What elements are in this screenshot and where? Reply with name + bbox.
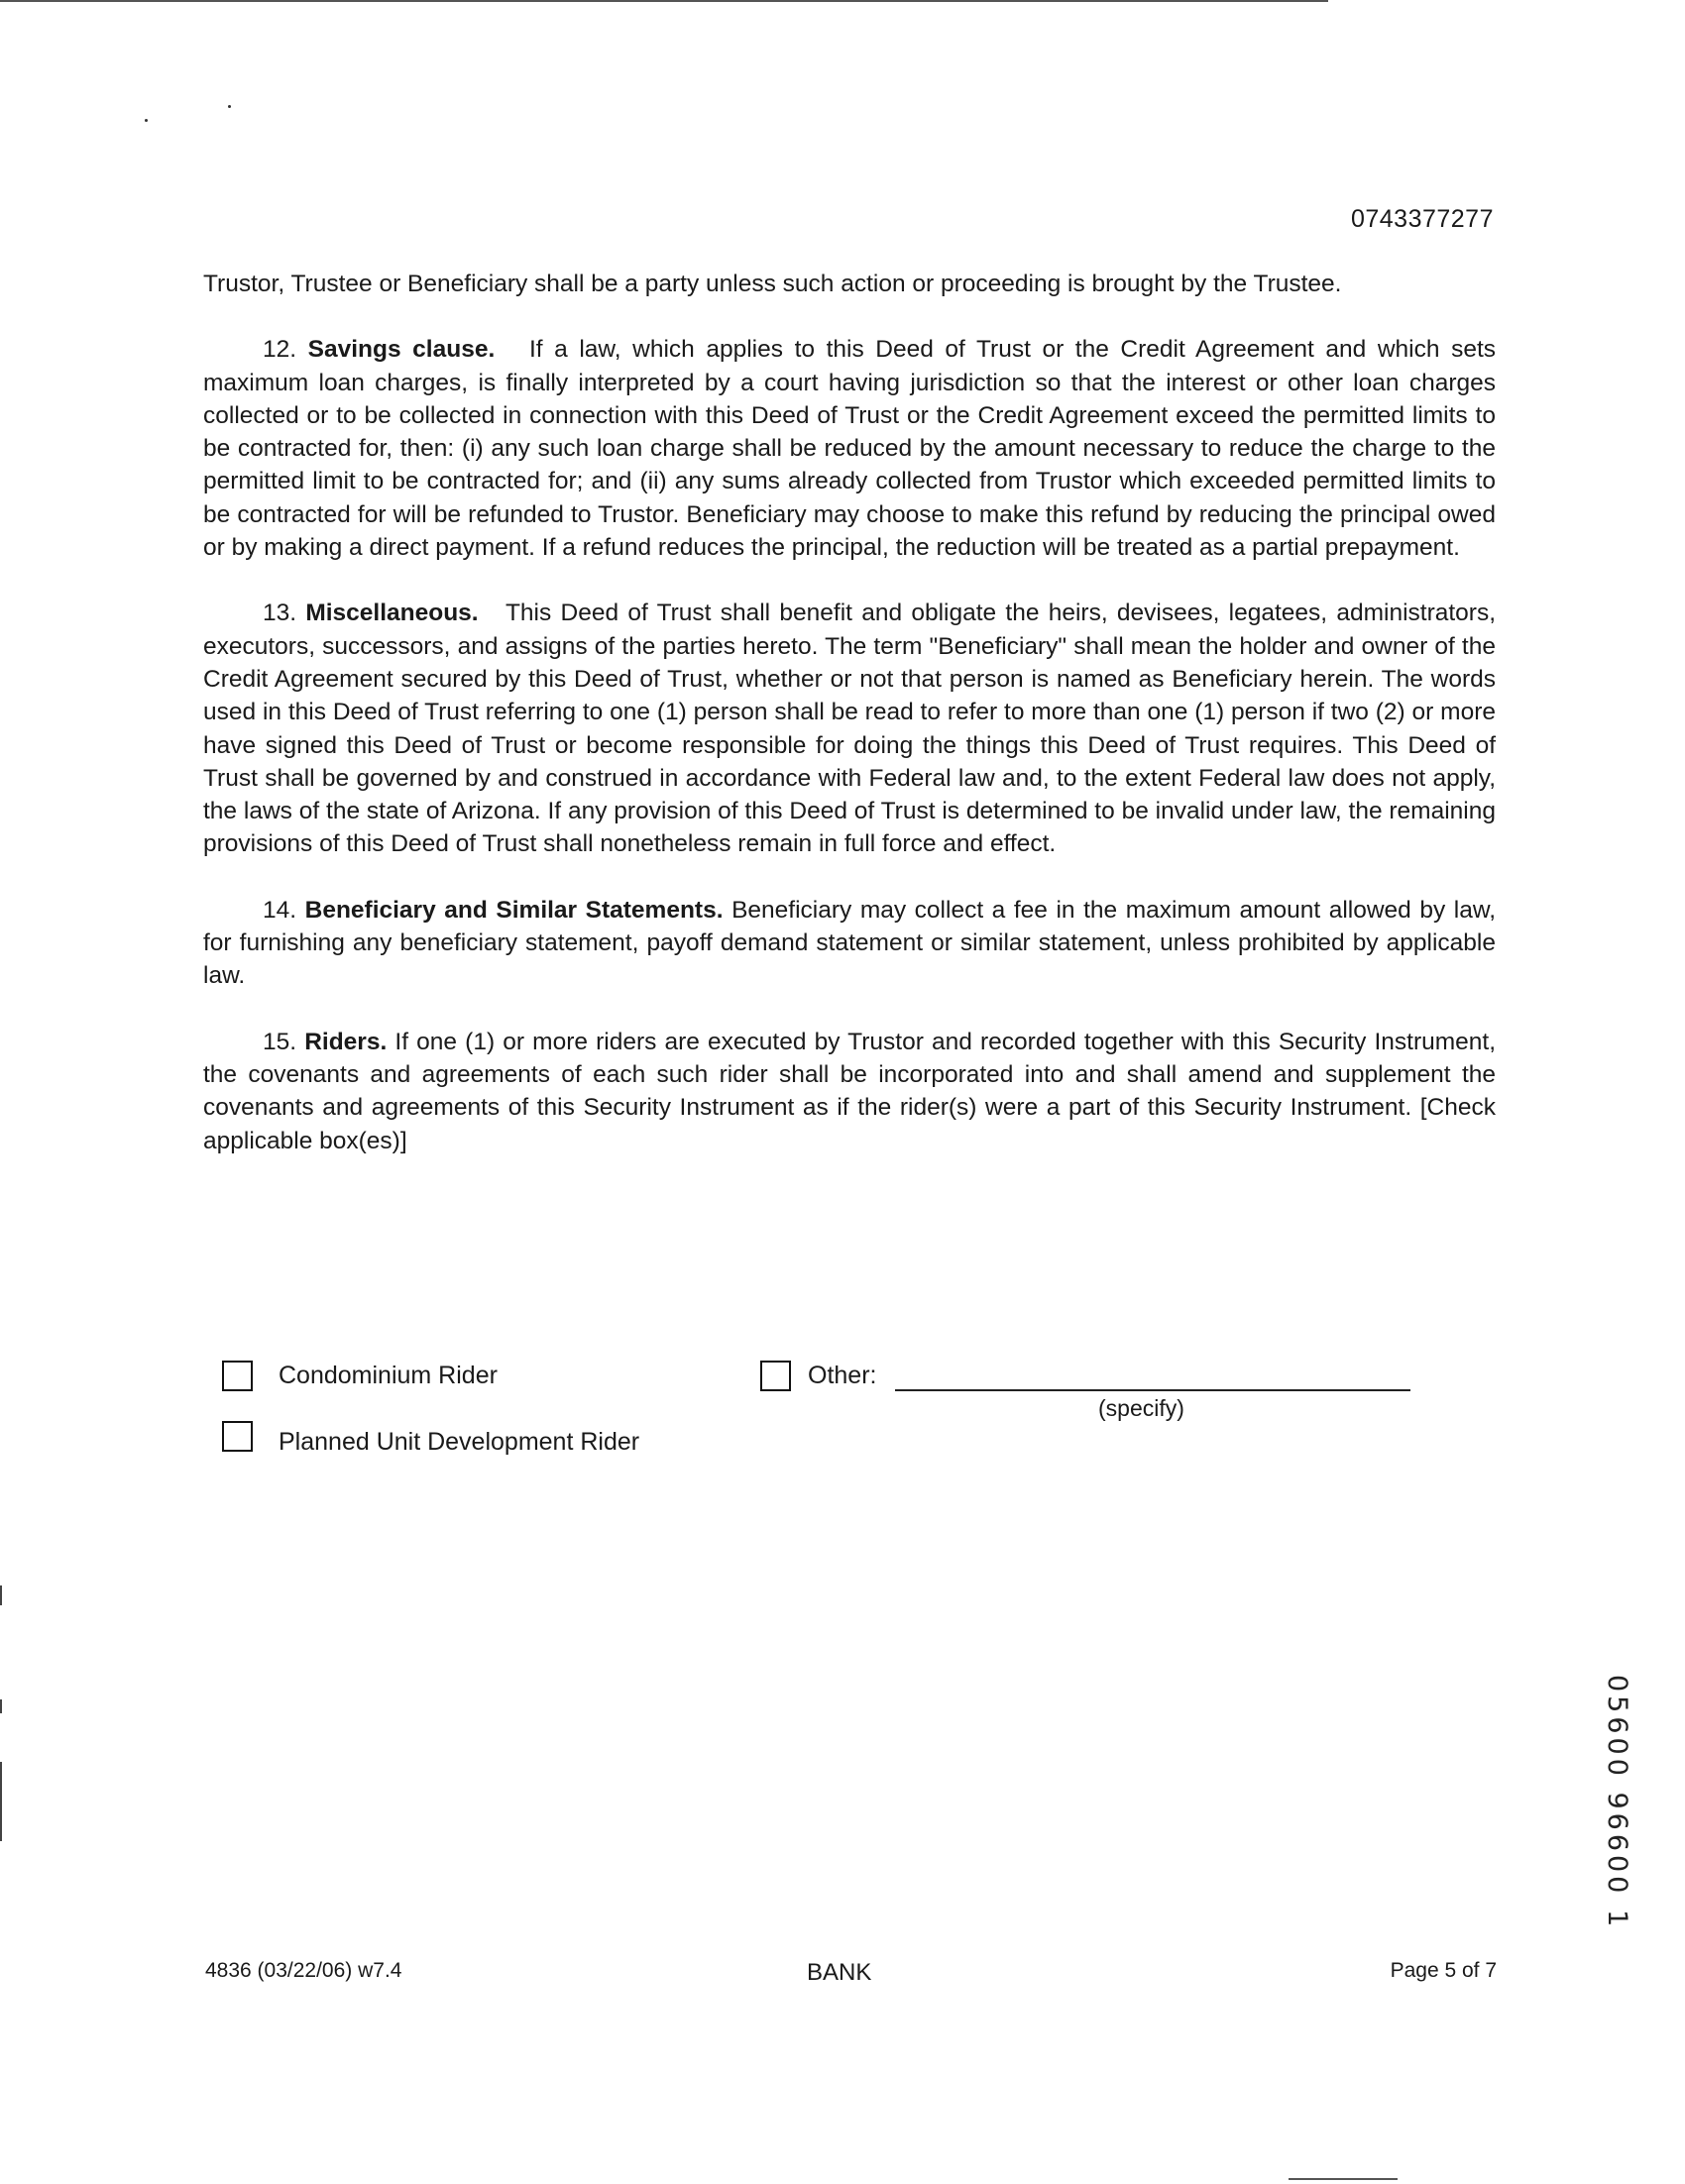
form-identifier: 4836 (03/22/06) w7.4 [205,1959,402,1982]
section-number: 15. [263,1028,297,1055]
document-body [203,268,1496,1190]
section-text: Beneficiary may collect a fee in the maximum amount allowed by law, for furnishing any beneficiary statement, payoff demand statement or similar statement, unless prohibited by applicable law. [203,896,1496,990]
scan-speck [145,119,148,122]
paragraph-miscellaneous [203,597,1496,860]
section-number: 12. [263,336,297,364]
section-text: This Deed of Trust shall benefit and obligate the heirs, devisees, legatees, administrators, executors, successors, and assigns of the parties hereto. The term "Beneficiary" shall mean the holder and owner of the Credit Agreement secured by this Deed of Trust, whether or not that person is named as Beneficiary herein. The words used in this Deed of Trust referring to one (1) person shall be read to refer to more than one (1) person if two (2) or more have signed this Deed of Trust or become responsible for doing the things this Deed of Trust requires. This Deed of Trust shall be governed by and construed in accordance with Federal law and, to the extent Federal law does not apply, the laws of the state of Arizona. If any provision of this Deed of Trust is determined to be invalid under law, the remaining provisions of this Deed of Trust shall nonetheless remain in full force and effect. [203,600,1497,858]
bottom-scan-rule [1289,2178,1398,2180]
condominium-rider-label: Condominium Rider [279,1362,498,1389]
scan-speck [228,105,231,108]
section-title: Beneficiary and Similar Statements. [304,896,724,924]
top-scan-rule [0,0,1328,2]
section-text: If a law, which applies to this Deed of Trust or the Credit Agreement and which sets maximum loan charges, is finally interpreted by a court having jurisdiction so that the interest or other loan charges collected or to be collected in connection with this Deed of Trust or the Credit Agreement exceed the permitted limits to be contracted for, then: (i) any such loan charge shall be reduced by the amount necessary to reduce the charge to the permitted limit to be contracted for; and (ii) any sums already collected from Trustor which exceeded permitted limits to be contracted for will be refunded to Trustor. Beneficiary may choose to make this refund by reducing the principal owed or by making a direct payment. If a refund reduces the principal, the reduction will be treated as a partial prepayment. [203,336,1497,562]
pud-rider-checkbox[interactable] [222,1421,253,1452]
paragraph-riders [203,1026,1496,1157]
scan-edge-mark [0,1699,2,1713]
scan-edge-mark [0,1585,2,1605]
section-title: Miscellaneous. [305,600,479,627]
other-rider-checkbox[interactable] [760,1361,791,1391]
recording-stamp: 05600 96600 1 [1602,1675,1632,1931]
section-number: 13. [263,600,297,627]
paragraph-savings-clause [203,333,1496,564]
section-title: Savings clause. [307,336,496,364]
paragraph-beneficiary-statements [203,894,1496,993]
section-text: If one (1) or more riders are executed by Trustor and recorded together with this Security Instrument, the covenants and agreements of each such rider shall be incorporated into and shall amend and supplement the covenants and agreements of this Security Instrument as if the rider(s) were a part of this Security Instrument. [Check applicable box(es)] [203,1028,1497,1154]
other-specify-line[interactable] [895,1389,1410,1391]
section-title: Riders. [304,1028,388,1055]
document-number: 0743377277 [1350,205,1494,233]
condominium-rider-checkbox[interactable] [222,1361,253,1391]
specify-caption: (specify) [1098,1395,1184,1421]
page-number: Page 5 of 7 [1390,1959,1497,1982]
pud-rider-label: Planned Unit Development Rider [279,1428,640,1456]
section-number: 14. [263,896,297,924]
scan-edge-mark [0,1762,2,1841]
paragraph-continuation: Trustor, Trustee or Beneficiary shall be a party unless such action or proceeding is brought by the Trustee. [203,271,1342,297]
other-rider-label: Other: [808,1362,877,1389]
footer-bank-label: BANK [807,1959,872,1986]
